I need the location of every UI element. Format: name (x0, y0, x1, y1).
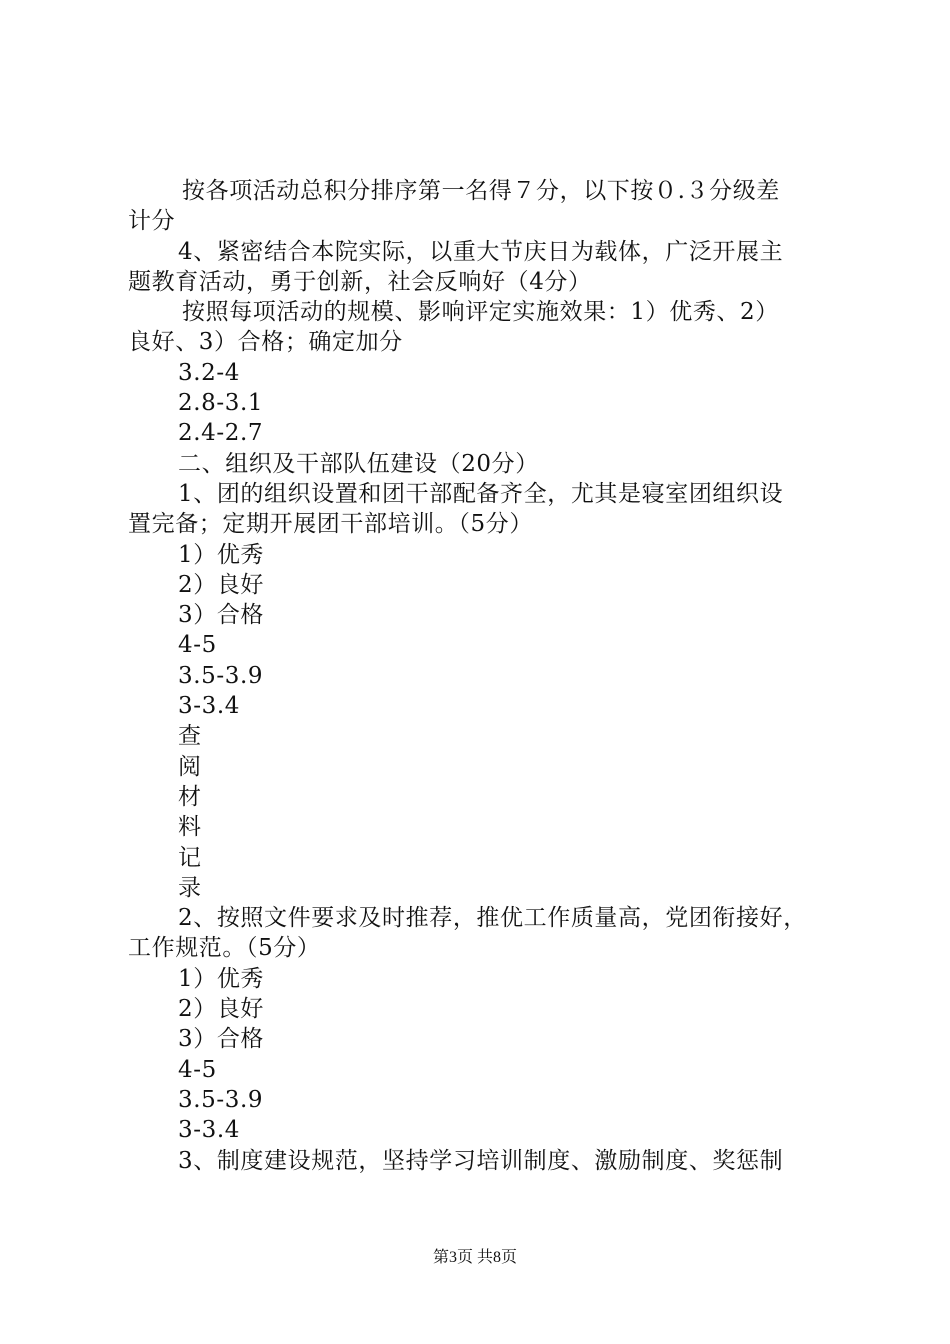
section-heading: 二、组织及干部队伍建设（20分） (178, 450, 539, 477)
document-body (128, 176, 840, 1176)
paragraph-line: 良好、3）合格；确定加分 (128, 329, 403, 356)
paragraph-line: 4、紧密结合本院实际，以重大节庆日为载体，广泛开展主 (178, 238, 784, 265)
score-line: 4-5 (178, 1056, 217, 1083)
paragraph-line: 计分 (128, 208, 176, 235)
vertical-text-char: 录 (178, 874, 202, 901)
paragraph-line: 工作规范。（5分） (128, 935, 321, 962)
grade-line: 1）优秀 (178, 541, 265, 568)
paragraph-line: 1、团的组织设置和团干部配备齐全，尤其是寝室团组织设 (178, 480, 784, 507)
vertical-text-char: 料 (178, 814, 202, 841)
score-line: 3.2-4 (178, 359, 240, 386)
paragraph-line: 3、制度建设规范，坚持学习培训制度、激励制度、奖惩制 (178, 1147, 784, 1174)
score-line: 3-3.4 (178, 693, 240, 720)
score-line: 3.5-3.9 (178, 662, 264, 689)
paragraph-line: 2、按照文件要求及时推荐，推优工作质量高，党团衔接好， (178, 905, 807, 932)
grade-line: 3）合格 (178, 1026, 265, 1053)
vertical-text-char: 材 (178, 783, 202, 810)
vertical-text-char: 阅 (178, 753, 202, 780)
score-line: 3.5-3.9 (178, 1086, 264, 1113)
vertical-text-char: 查 (178, 723, 202, 750)
grade-line: 3）合格 (178, 602, 265, 629)
grade-line: 2）良好 (178, 571, 265, 598)
score-line: 2.4-2.7 (178, 420, 264, 447)
vertical-text-char: 记 (178, 844, 202, 871)
score-line: 3-3.4 (178, 1117, 240, 1144)
paragraph-line: 题教育活动，勇于创新，社会反响好（4分） (128, 268, 592, 295)
grade-line: 2）良好 (178, 996, 265, 1023)
paragraph-line: 按照每项活动的规模、影响评定实施效果：1）优秀、2） (182, 299, 779, 326)
grade-line: 1）优秀 (178, 965, 265, 992)
paragraph-line: 置完备；定期开展团干部培训。（5分） (128, 511, 533, 538)
paragraph-line: 按各项活动总积分排序第一名得７分，以下按０.３分级差 (182, 178, 780, 204)
score-line: 4-5 (178, 632, 217, 659)
score-line: 2.8-3.1 (178, 390, 264, 417)
page-footer: 第3页 共8页 (432, 1249, 517, 1266)
